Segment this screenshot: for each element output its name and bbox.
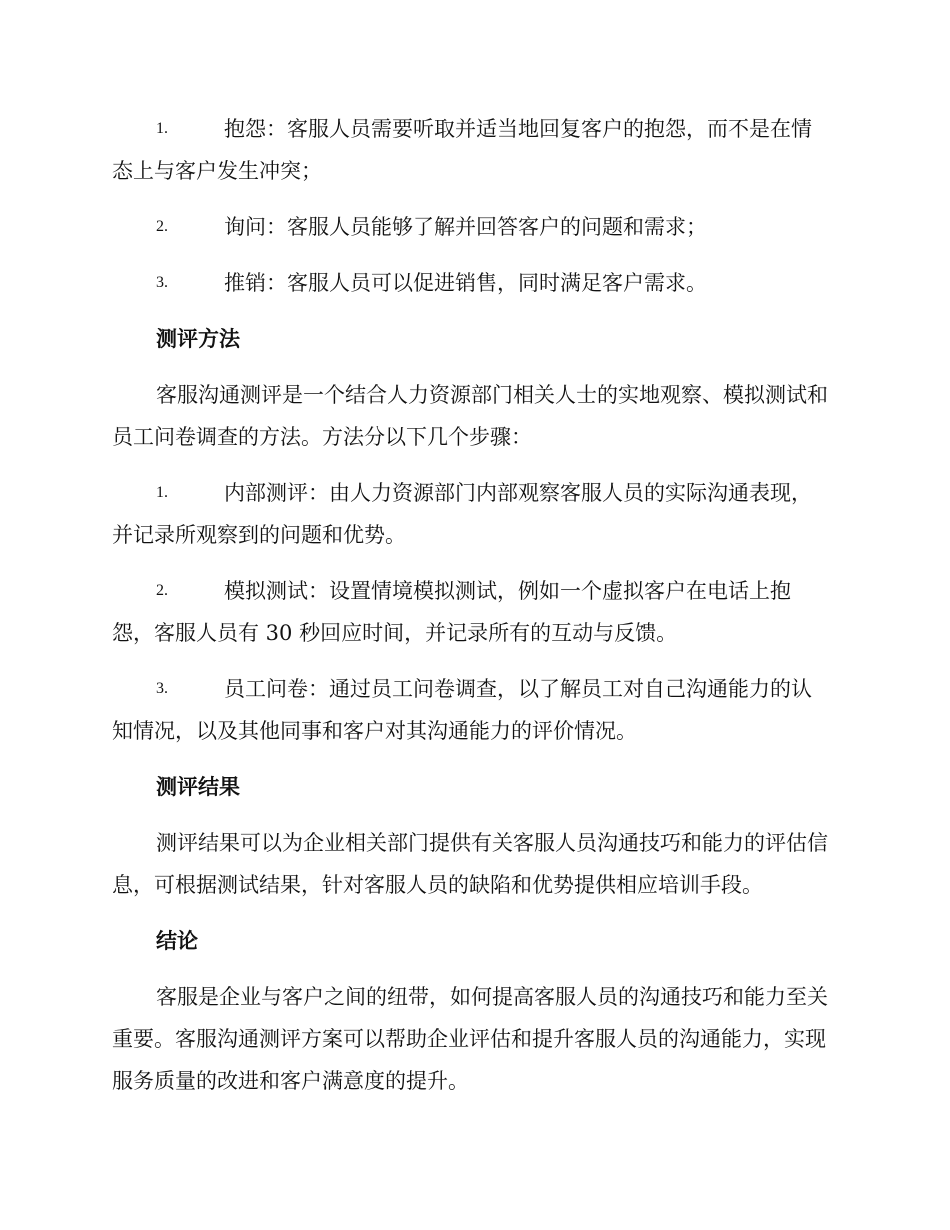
list-text: 询问：客服人员能够了解并回答客户的问题和需求； (224, 215, 707, 239)
list-number: 2. (156, 218, 168, 235)
list-number: 2. (156, 582, 168, 599)
document-body (112, 108, 832, 1116)
section-heading-method: 测评方法 (156, 326, 240, 351)
conclusion-paragraph: 客服是企业与客户之间的纽带，如何提高客服人员的沟通技巧和能力至关重要。客服沟通测评方案可以帮助企业评估和提升客服人员的沟通能力，实现服务质量的改进和客户满意度的提升。 (112, 985, 828, 1093)
list-item (112, 262, 832, 304)
section-heading-result: 测评结果 (156, 774, 240, 799)
section-heading-conclusion: 结论 (156, 928, 198, 953)
list-number: 3. (156, 274, 168, 291)
list-number: 1. (156, 120, 168, 137)
list-text: 员工问卷：通过员工问卷调查，以了解员工对自己沟通能力的认知情况，以及其他同事和客户对其沟通能力的评价情况。 (112, 677, 812, 743)
result-paragraph: 测评结果可以为企业相关部门提供有关客服人员沟通技巧和能力的评估信息，可根据测试结果，针对客服人员的缺陷和优势提供相应培训手段。 (112, 831, 828, 897)
list-item (112, 108, 832, 192)
list-item (112, 668, 832, 752)
list-text: 模拟测试：设置情境模拟测试，例如一个虚拟客户在电话上抱怨，客服人员有 30 秒回应时间，并记录所有的互动与反馈。 (112, 579, 791, 645)
list-text: 内部测评：由人力资源部门内部观察客服人员的实际沟通表现，并记录所观察到的问题和优势。 (112, 481, 812, 547)
list-number: 3. (156, 680, 168, 697)
method-intro-paragraph: 客服沟通测评是一个结合人力资源部门相关人士的实地观察、模拟测试和员工问卷调查的方法。方法分以下几个步骤： (112, 383, 828, 449)
list-item (112, 570, 832, 654)
list-text: 抱怨：客服人员需要听取并适当地回复客户的抱怨，而不是在情态上与客户发生冲突； (112, 117, 812, 183)
list-text: 推销：客服人员可以促进销售，同时满足客户需求。 (224, 271, 707, 295)
list-item (112, 206, 832, 248)
list-item (112, 472, 832, 556)
list-number: 1. (156, 484, 168, 501)
